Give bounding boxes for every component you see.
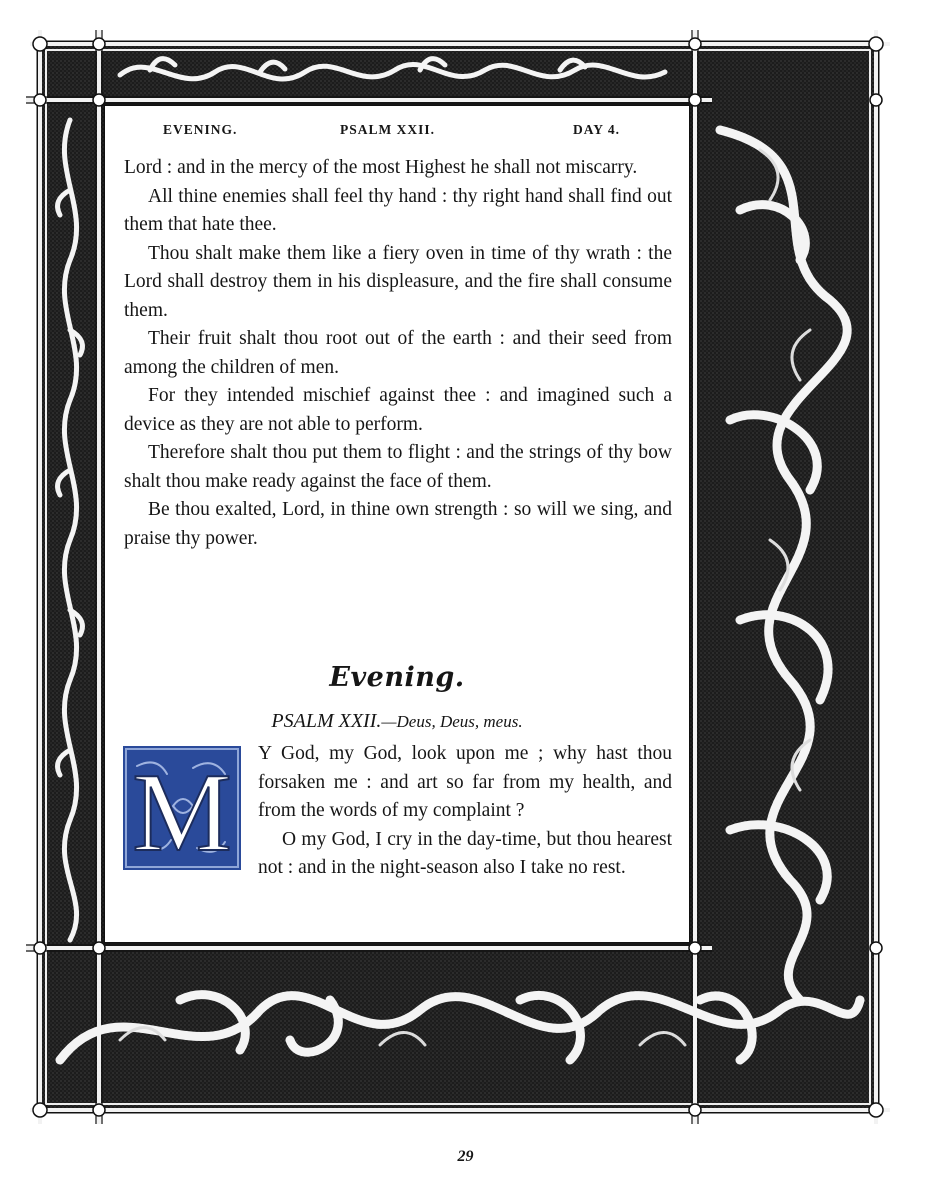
psalm-number: PSALM XXII.	[271, 710, 382, 732]
drop-cap-letter: M	[132, 751, 232, 870]
verse-2: All thine enemies shall feel thy hand : thy right hand shall find out them that hate thee.	[124, 185, 672, 235]
text-panel	[105, 106, 689, 942]
running-head-center: PSALM XXII.	[340, 122, 436, 137]
verse-5: For they intended mischief against thee : and imagined such a device as they are not able to perform.	[124, 385, 672, 435]
verse-3: Thou shalt make them like a fiery oven in time of thy wrath : the Lord shall destroy them in his displeasure, and the fire shall consume them.	[124, 242, 672, 321]
running-head	[105, 122, 689, 142]
drop-cap-ornament	[123, 746, 241, 870]
psalm-title	[105, 710, 689, 733]
verse-7: Be thou exalted, Lord, in thine own strength : so will we sing, and praise thy power.	[124, 499, 672, 549]
drop-cap	[123, 746, 241, 870]
section-heading: Evening.	[329, 662, 465, 693]
psalm-incipit: —Deus, Deus, meus.	[381, 712, 523, 731]
verse-4: Their fruit shalt thou root out of the earth : and their seed from among the children of men.	[124, 328, 672, 378]
verse-6: Therefore shalt thou put them to flight : and the strings of thy bow shalt thou make ready against the face of them.	[124, 442, 672, 492]
verse-1: Lord : and in the mercy of the most Highest he shall not miscarry.	[124, 157, 638, 178]
psalm-verse-2: O my God, I cry in the day-time, but thou hearest not : and in the night-season also I take no rest.	[258, 828, 672, 878]
running-head-right: DAY 4.	[573, 122, 621, 137]
psalm-verse-1: Y God, my God, look upon me ; why hast thou forsaken me : and art so far from my health, and from the words of my complaint ?	[258, 743, 672, 821]
page-number: 29	[457, 1148, 474, 1165]
running-head-left: EVENING.	[163, 122, 238, 137]
verse-block	[124, 154, 672, 553]
